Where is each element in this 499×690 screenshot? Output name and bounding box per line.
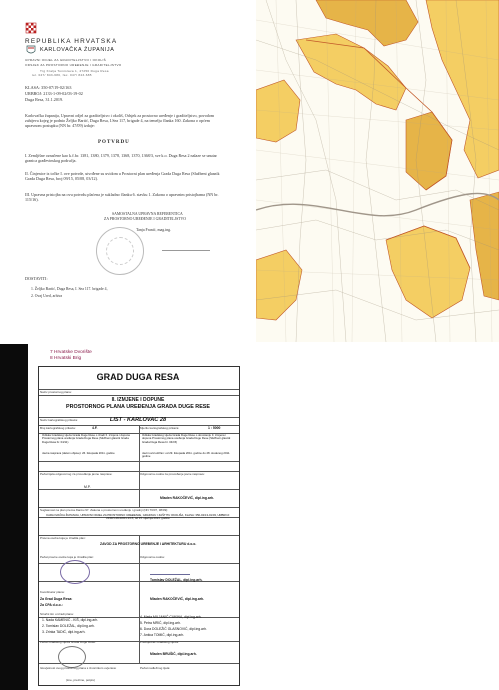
team-member-5: 5. Petra MRIĆ, dipl.ing.arh.	[140, 621, 181, 625]
team-member-7: 7. Antica TOMIĆ, dipl.ing.arh.	[140, 633, 185, 637]
republic-title: REPUBLIKA HRVATSKA	[25, 38, 118, 45]
signer-org-2: ZA PROSTORNO UREĐENJE I GRADITELJSTVO	[104, 217, 186, 221]
mp-stamp-1: M.P.	[84, 485, 91, 489]
name-signature-label: (ime, prezime, potpis)	[66, 678, 95, 682]
team-label: Stručni tim u izradi plana:	[40, 612, 74, 616]
delivery-item-1: 1. Željko Bartić, Duga Resa, I. Sea 117. brigade 4,	[31, 287, 108, 291]
rakocevic-name-2: Mladen RAKOČEVIĆ, dipl.ing.arh.	[150, 597, 205, 601]
consent-text: KARLOVAČKA ŽUPANIJA, UPRAVNI ODJEL ZA PROSTORNO UREĐENJE, GRADNJU I ZAŠTITU OKOLIŠA, KLASA: 350-02/13-01/03, URBROJ: 2133/1-09-02/01-13-5, od 15. siječnja 2013. godine	[46, 513, 230, 521]
sheet-name: LIST - KARLOVAC 28	[109, 417, 167, 423]
map-name-label: Naziv kartografskog prikaza:	[40, 418, 78, 422]
coordinator-cpa: Za CPA d.o.o.:	[40, 603, 63, 607]
county-title: KARLOVAČKA ŽUPANIJA	[40, 47, 115, 53]
official-stamp	[96, 227, 144, 275]
decision-right: Odluka Gradskog vijeća Grada Duge Rese o donošenju II. izmjena i dopuna Prostornog plana uređenja Grada Duge Rese (Službeni glasnik Grada Duga Resa br. 04/15)	[142, 433, 231, 444]
paragraph-2: II. Činjenice iz točke I. ove potvrde, utvrđene su uvidom u Prostorni plan uređenja Grada Duga Resa (Službeni glasnik Grada Duga Resa, broj 09/15, 05/08, 03/12).	[25, 171, 220, 182]
team-member-6: 6. Dora DOLEŽIĆ GLASNOVIĆ, dipl.ing.arh.	[140, 627, 207, 631]
maker-label: Pravna osoba koja je izradila plan:	[40, 536, 86, 540]
date-line: Duga Resa, 31.1.2019.	[25, 97, 64, 102]
city-title: GRAD DUGA RESA	[96, 372, 180, 382]
council-seal-label: Pečat Gradskog vijeća Grada Duge Rese:	[40, 640, 96, 644]
letter-page	[0, 0, 244, 342]
scan-border	[0, 344, 28, 690]
plan-name-label: Naziv prostornog plana:	[40, 390, 72, 394]
responsible-label: Odgovorna osoba:	[140, 555, 165, 559]
decision-left: Odluka Gradskog vijeća Grada Duge Rese o izradi II. izmjena i dopuna Prostornog plana uređenja Grada Duga Rese (Službeni glasnik Grada Duga Resa br. 04/11)	[42, 433, 130, 444]
signature-responsible	[150, 566, 190, 575]
coat-of-arms-icon	[25, 22, 37, 34]
coordinator-city: Za Grad Duga Resa:	[40, 597, 73, 601]
certified-right-label: Odgovorna osoba za provođenje javne rasprave:	[140, 472, 205, 476]
scale-label: Mjerilo kartografskog prikaza:	[140, 426, 180, 430]
document-heading: POTVRDU	[98, 140, 130, 145]
public-hearing-date: Javna rasprava (datum objave): 26. listopada 2011. godine	[42, 451, 115, 455]
delivery-label: DOSTAVITI:	[25, 276, 48, 281]
number-value: 4.F.	[92, 426, 98, 430]
certified-label: Pečat tijela odgovornog za provođenje javne rasprave:	[40, 472, 113, 476]
verification-label: Istovjetnost ovog prostornog plana s izvornikom ovjerava:	[40, 666, 117, 670]
phone-line: tel. 047/ 843-680, fax. 047/ 843-685	[32, 73, 92, 77]
company-seal	[60, 560, 90, 584]
delivery-item-2: 2. Ovaj Ured, arhiva	[31, 294, 63, 298]
plan-title-line-2: PROSTORNOG PLANA UREĐENJA GRADA DUGE RESE	[66, 404, 210, 410]
number-label: Broj kartografskog prikaza:	[40, 426, 76, 430]
seal-label: Pečat pravne osobe koja je izradila plan:	[40, 555, 94, 559]
maker-name: ZAVOD ZA PROSTORNO UREĐENJE I ARHITEKTURU d.o.o.	[100, 542, 197, 546]
paragraph-1: I. Zemljišne označene kao k.č.br. 1381, 1380, 1379, 1378, 1368, 1370, 1368/3, sve k.o. Duga Resa 2 nalaze se unutar granica građevinskog područja.	[25, 153, 217, 164]
president-name: Mladen BRUŠIĆ, dipl.ing.arh.	[150, 652, 197, 656]
department-name: UPRAVNI ODJEL ZA GRADITELJSTVO I OKOLIŠ	[25, 58, 106, 62]
zoning-map	[256, 0, 499, 342]
coordinator-label: Koordinator plana:	[40, 590, 65, 594]
address-line: Trg Kralja Tomislava 1, 47250 Duga Resa	[40, 69, 109, 73]
team-member-4: 4. Maša MILJANIĆ CUKINA, dipl.ing.arh.	[140, 615, 202, 619]
signature-line	[162, 236, 210, 251]
title-block-frame	[38, 366, 240, 686]
scale-value: 1 : 5000	[208, 426, 221, 430]
subdepartment-name: ODSJEK ZA PROSTORNO UREĐENJE I GRADITELJSTVO	[25, 63, 122, 67]
legend-item-7: 7 Hrvatske Dvorište	[50, 350, 92, 355]
council-seal	[58, 646, 86, 668]
plan-title-line-1: II. IZMJENE I DOPUNE	[111, 397, 165, 403]
county-crest-icon	[26, 45, 36, 55]
public-hearing-held: Javni uvid održan: od 29. listopada 2011. godine do 28. studenog 2011. godine	[142, 451, 231, 459]
urbroj-line: URBROJ: 2133-1-09-02/03-19-02	[25, 91, 83, 96]
president-label: Predsjednik Gradskog vijeća:	[140, 640, 179, 644]
team-member-3: 3. Zrinka TADIĆ, dipl.ing.arh.	[42, 630, 86, 634]
legend-item-8: 8 Hrvatski Brig	[50, 356, 82, 361]
authority-seal-label: Pečat nadležnog tijela:	[140, 666, 171, 670]
klasa-line: KLASA: 350-07/19-02/163	[25, 85, 72, 90]
tomislav-name: Tomislav DOLEŽAL, dipl.ing.arh.	[150, 578, 203, 582]
rakocevic-name-1: Mladen RAKOČEVIĆ, dipl.ing.arh.	[160, 496, 215, 500]
team-member-1: 1. Nada KAMENIĆ - KIŠ, dipl.ing.arh.	[42, 618, 99, 622]
signer-name: Tanja Franić, mag.ing.	[136, 228, 172, 232]
team-member-2: 2. Tomislav DOLEŽAL, dipl.ing.arh.	[42, 624, 95, 628]
intro-paragraph: Karlovačka županija, Upravni odjel za graditeljstvo i okoliš, Odsjek za prostorno uređenje i graditeljstvo, povodom zahtjeva kojeg je podnio Željko Bartić, Duga Resa, I.Sea 117, brigade 4, na temelju članka 160. Zakona o općem upravnom postupku (NN br. 47/09) izdaje:	[25, 113, 215, 129]
paragraph-3: III. Upravna pristojba na ovu potvrdu plaćena je sukladno članku 6. stavku 1. Zakona o upravnim pristojbama (NN br. 115/16).	[25, 192, 219, 203]
consent-label: Suglasnost na plan prema članku 97. Zakona o prostornom uređenju i gradnji (NN 76/07, 38/09):	[40, 508, 169, 512]
signer-org-1: SAMOSTALNA UPRAVNA REFERENTICA	[112, 212, 183, 216]
zoning-map-graphic	[256, 0, 499, 342]
